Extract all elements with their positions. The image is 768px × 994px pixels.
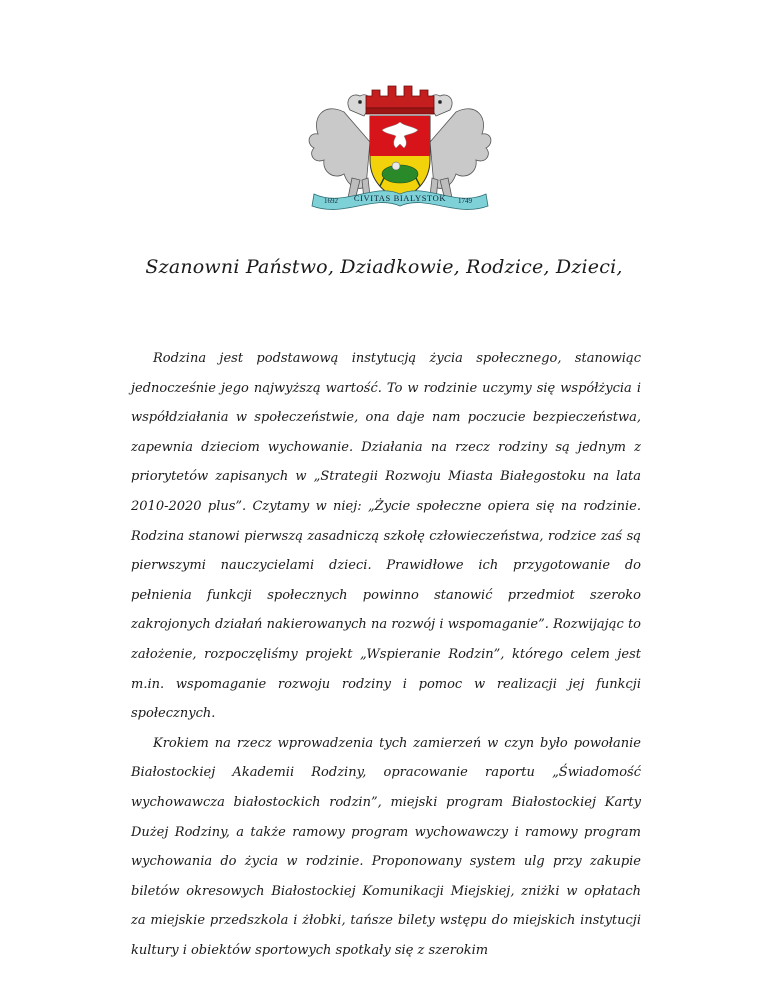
left-griffin-icon [309, 95, 371, 200]
paragraph: Rodzina jest podstawową instytucją życia społecznego, stanowiąc jednocześnie jego najwyższą wartość. To w rodzinie uczymy się współżycia i współdziałania w społeczeństwie, ona daje nam poczucie bezpieczeństwa, zapewnia dzieciom wychowanie. Działania na rzecz rodziny są jednym z priorytetów zapisanych w „Strategii Rozwoju Miasta Białegostoku na lata 2010-2020 plus”. Czytamy w niej: „Życie społeczne opiera się na rodzinie. Rodzina stanowi pierwszą zasadniczą szkołę człowieczeństwa, rodzice zaś są pierwszymi nauczycielami dzieci. Prawidłowe ich przygotowanie do pełnienia funkcji społecznych powinno stanowić przedmiot szeroko zakrojonych działań nakierowanych na rozwój i wspomaganie”. Rozwijając to założenie, rozpoczęliśmy projekt „Wspieranie Rodzin”, którego celem jest m.in. wspomaganie rozwoju rodziny i pomoc w realizacji jej funkcji społecznych. [131, 351, 641, 722]
paragraph: Krokiem na rzecz wprowadzenia tych zamierzeń w czyn było powołanie Białostockiej Akademii Rodziny, opracowanie raportu „Świadomość wychowawcza białostockich rodzin”, miejski program Białostockiej Karty Dużej Rodziny, a także ramowy program wychowawczy i ramowy program wychowania do życia w rodzinie. Proponowany system ulg przy zakupie biletów okresowych Białostockiej Komunikacji Miejskiej, zniżki w opłatach za miejskie przedszkola i żłobki, tańsze bilety wstępu do miejskich instytucji kultury i obiektów sportowych spotkały się z szerokim [131, 735, 641, 958]
banner-year-right: 1749 [458, 197, 472, 205]
bialystok-coat-of-arms-logo [304, 82, 496, 218]
mural-crown-icon [366, 86, 434, 114]
banner-year-left: 1692 [324, 197, 338, 205]
letter-body [131, 344, 641, 965]
shield-icon [370, 116, 430, 200]
right-griffin-icon [429, 95, 491, 200]
banner-motto: CIVITAS BIALYSTOK [353, 193, 447, 203]
greeting-heading: Szanowni Państwo, Dziadkowie, Rodzice, Dzieci, [145, 256, 623, 278]
motto-banner [312, 191, 488, 210]
